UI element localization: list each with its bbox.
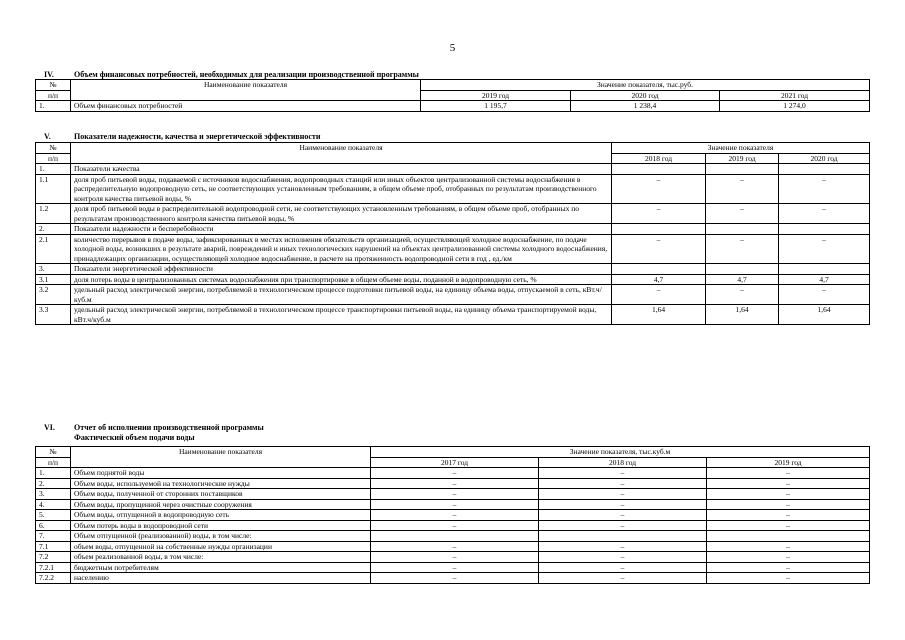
financial-needs-table: [35, 79, 870, 112]
reliability-table: [35, 142, 870, 325]
year-col: 2020 год: [571, 90, 720, 101]
header-name: Наименование показателя: [71, 80, 421, 101]
table-row: [36, 468, 870, 479]
row-number: 7.: [36, 531, 71, 542]
row-name: Показатели качества: [71, 164, 612, 175]
row-value: –: [779, 204, 870, 224]
row-value: –: [371, 478, 539, 489]
year-col: 2018 год: [539, 457, 707, 468]
row-value: –: [779, 234, 870, 264]
row-name: доля потерь воды в централизованных системах водоснабжения при транспортировке в общем объеме воды, поданной в водопроводную сеть, %: [71, 274, 612, 285]
section-6-heading: [44, 423, 864, 443]
row-number: 5.: [36, 510, 71, 521]
row-value: [612, 224, 706, 235]
row-value: –: [707, 510, 870, 521]
table-row: [36, 285, 870, 305]
row-name: Объем воды, используемой на технологические нужды: [71, 478, 371, 489]
row-number: 1.: [36, 101, 71, 112]
row-name: Объем потерь воды в водопроводной сети: [71, 520, 371, 531]
table-row: [36, 274, 870, 285]
row-name: Объем воды, полученной от сторонних поставщиков: [71, 489, 371, 500]
row-number: 7.1: [36, 541, 71, 552]
table-row: [36, 478, 870, 489]
row-number: 1.1: [36, 174, 71, 204]
header-value: Значение показателя, тыс.куб.м: [371, 447, 870, 458]
water-supply-table: [35, 446, 870, 584]
row-value: –: [612, 174, 706, 204]
row-name: бюджетным потребителям: [71, 562, 371, 573]
row-value: –: [707, 562, 870, 573]
row-value: –: [539, 499, 707, 510]
section-number: V.: [44, 132, 51, 141]
section-title: Показатели надежности, качества и энергетической эффективности: [74, 132, 321, 141]
row-number: 1.: [36, 468, 71, 479]
table-row: [36, 101, 870, 112]
section-5-heading: [44, 132, 864, 142]
row-value: [539, 531, 707, 542]
row-value: [779, 264, 870, 275]
row-name: объем воды, отпущенной на собственные нужды организации: [71, 541, 371, 552]
header-np: п/п: [36, 90, 71, 101]
table-row: [36, 499, 870, 510]
row-value: –: [371, 510, 539, 521]
row-name: удельный расход электрической энергии, потребляемой в технологическом процессе подготовки питьевой воды, на единицу объема воды, отпускаемой в сеть, кВт.ч/куб.м: [71, 285, 612, 305]
row-value: –: [707, 499, 870, 510]
table-row: [36, 305, 870, 325]
row-value: –: [707, 468, 870, 479]
row-name: доля проб питьевой воды, подаваемой с источников водоснабжения, водопроводных станций или иных объектов централизованной системы водоснабжения в распределительную водопроводную сеть, не соответствующих установленным требованиям, в общем объеме проб, отобранных по результатам производственного контроля качества питьевой воды, %: [71, 174, 612, 204]
table-row: [36, 164, 870, 175]
section-subtitle: Фактический объем подачи воды: [74, 433, 195, 442]
row-value: –: [707, 573, 870, 584]
header-name: Наименование показателя: [71, 143, 612, 164]
year-col: 2021 год: [720, 90, 870, 101]
row-value: [779, 224, 870, 235]
row-number: 3.: [36, 489, 71, 500]
row-value: –: [371, 499, 539, 510]
section-number: VI.: [44, 423, 55, 432]
row-name: Объем воды, отпущенной в водопроводную сеть: [71, 510, 371, 521]
row-value: –: [612, 234, 706, 264]
table-row: [36, 562, 870, 573]
row-value: –: [371, 562, 539, 573]
row-value: –: [539, 520, 707, 531]
row-value: –: [539, 552, 707, 563]
section-title: Отчет об исполнении производственной программы: [74, 423, 264, 432]
row-value: [706, 264, 779, 275]
row-value: –: [539, 510, 707, 521]
row-value: 4,7: [706, 274, 779, 285]
row-value: –: [779, 285, 870, 305]
section-number: IV.: [44, 70, 54, 79]
header-value: Значение показателя, тыс.руб.: [421, 80, 870, 91]
row-value: 1,64: [612, 305, 706, 325]
row-name: удельный расход электрической энергии, потребляемой в технологическом процессе транспортировки питьевой воды, на единицу объема транспортируемой воды, кВт.ч/куб.м: [71, 305, 612, 325]
row-value: –: [539, 573, 707, 584]
row-number: 6.: [36, 520, 71, 531]
row-name: объем реализованной воды, в том числе:: [71, 552, 371, 563]
row-name: Показатели энергетической эффективности: [71, 264, 612, 275]
header-value: Значение показателя: [612, 143, 870, 154]
table-row: [36, 489, 870, 500]
header-no: №: [36, 143, 71, 154]
row-value: 1,64: [779, 305, 870, 325]
table-row: [36, 531, 870, 542]
row-value: –: [706, 174, 779, 204]
row-value: –: [707, 520, 870, 531]
row-value: –: [371, 573, 539, 584]
header-no: №: [36, 80, 71, 91]
row-name: Объем воды, пропущенной через очистные сооружения: [71, 499, 371, 510]
year-col: 2018 год: [612, 153, 706, 164]
row-value: 1,64: [706, 305, 779, 325]
table-row: [36, 541, 870, 552]
row-number: 7.2.2: [36, 573, 71, 584]
table-row: [36, 573, 870, 584]
table-row: [36, 234, 870, 264]
header-np: п/п: [36, 457, 71, 468]
table-row: [36, 174, 870, 204]
row-value: [779, 164, 870, 175]
row-value: –: [371, 468, 539, 479]
table-row: [36, 224, 870, 235]
row-name: Объем финансовых потребностей: [71, 101, 421, 112]
header-np: п/п: [36, 153, 71, 164]
table-row: [36, 520, 870, 531]
row-value: [707, 531, 870, 542]
row-name: Объем поднятой воды: [71, 468, 371, 479]
page-number: 5: [449, 42, 456, 54]
section-title: Объем финансовых потребностей, необходимых для реализации производственной программы: [74, 70, 419, 79]
row-value: 4,7: [612, 274, 706, 285]
row-value: –: [612, 204, 706, 224]
header-no: №: [36, 447, 71, 458]
row-number: 2.1: [36, 234, 71, 264]
row-number: 1.2: [36, 204, 71, 224]
row-number: 4.: [36, 499, 71, 510]
table-row: [36, 264, 870, 275]
row-number: 3.3: [36, 305, 71, 325]
table-row: [36, 510, 870, 521]
row-value: –: [371, 520, 539, 531]
row-name: Показатели надежности и бесперебойности: [71, 224, 612, 235]
row-value: 1 274,0: [720, 101, 870, 112]
row-value: –: [706, 204, 779, 224]
row-value: [612, 264, 706, 275]
table-row: [36, 552, 870, 563]
row-name: Объем отпущенной (реализованной) воды, в том числе:: [71, 531, 371, 542]
row-name: количество перерывов в подаче воды, зафиксированных в местах исполнения обязательств организацией, осуществляющей холодное водоснабжение, по подаче холодной воды, возникших в результате аварий, повреждений и иных технологических нарушений на объектах централизованной системы холодного водоснабжения, принадлежащих организации, осуществляющей холодное водоснабжение, в расчете на протяженность водопроводной сети в год , ед./км: [71, 234, 612, 264]
table-row: [36, 204, 870, 224]
row-number: 3.1: [36, 274, 71, 285]
row-value: –: [371, 541, 539, 552]
row-value: 4,7: [779, 274, 870, 285]
row-value: –: [779, 174, 870, 204]
row-value: –: [706, 234, 779, 264]
row-name: населению: [71, 573, 371, 584]
row-number: 3.2: [36, 285, 71, 305]
row-value: –: [707, 489, 870, 500]
row-value: –: [539, 489, 707, 500]
year-col: 2020 год: [779, 153, 870, 164]
row-value: 1 195,7: [421, 101, 571, 112]
row-value: –: [539, 562, 707, 573]
row-value: 1 238,4: [571, 101, 720, 112]
row-name: доля проб питьевой воды в распределительной водопроводной сети, не соответствующих установленным требованиям, в общем объеме проб, отобранных по результатам производственного контроля качества питьевой воды, %: [71, 204, 612, 224]
year-col: 2017 год: [371, 457, 539, 468]
row-number: 7.2.1: [36, 562, 71, 573]
row-value: –: [539, 478, 707, 489]
row-value: –: [707, 478, 870, 489]
row-number: 3.: [36, 264, 71, 275]
row-value: [371, 531, 539, 542]
year-col: 2019 год: [706, 153, 779, 164]
row-number: 7.2: [36, 552, 71, 563]
row-value: –: [539, 541, 707, 552]
row-number: 1.: [36, 164, 71, 175]
row-value: –: [371, 552, 539, 563]
row-value: [706, 164, 779, 175]
row-value: –: [707, 541, 870, 552]
row-value: –: [371, 489, 539, 500]
year-col: 2019 год: [421, 90, 571, 101]
row-number: 2.: [36, 478, 71, 489]
row-value: [612, 164, 706, 175]
row-number: 2.: [36, 224, 71, 235]
row-value: –: [706, 285, 779, 305]
row-value: [706, 224, 779, 235]
row-value: –: [612, 285, 706, 305]
year-col: 2019 год: [707, 457, 870, 468]
row-value: –: [707, 552, 870, 563]
row-value: –: [539, 468, 707, 479]
header-name: Наименование показателя: [71, 447, 371, 468]
